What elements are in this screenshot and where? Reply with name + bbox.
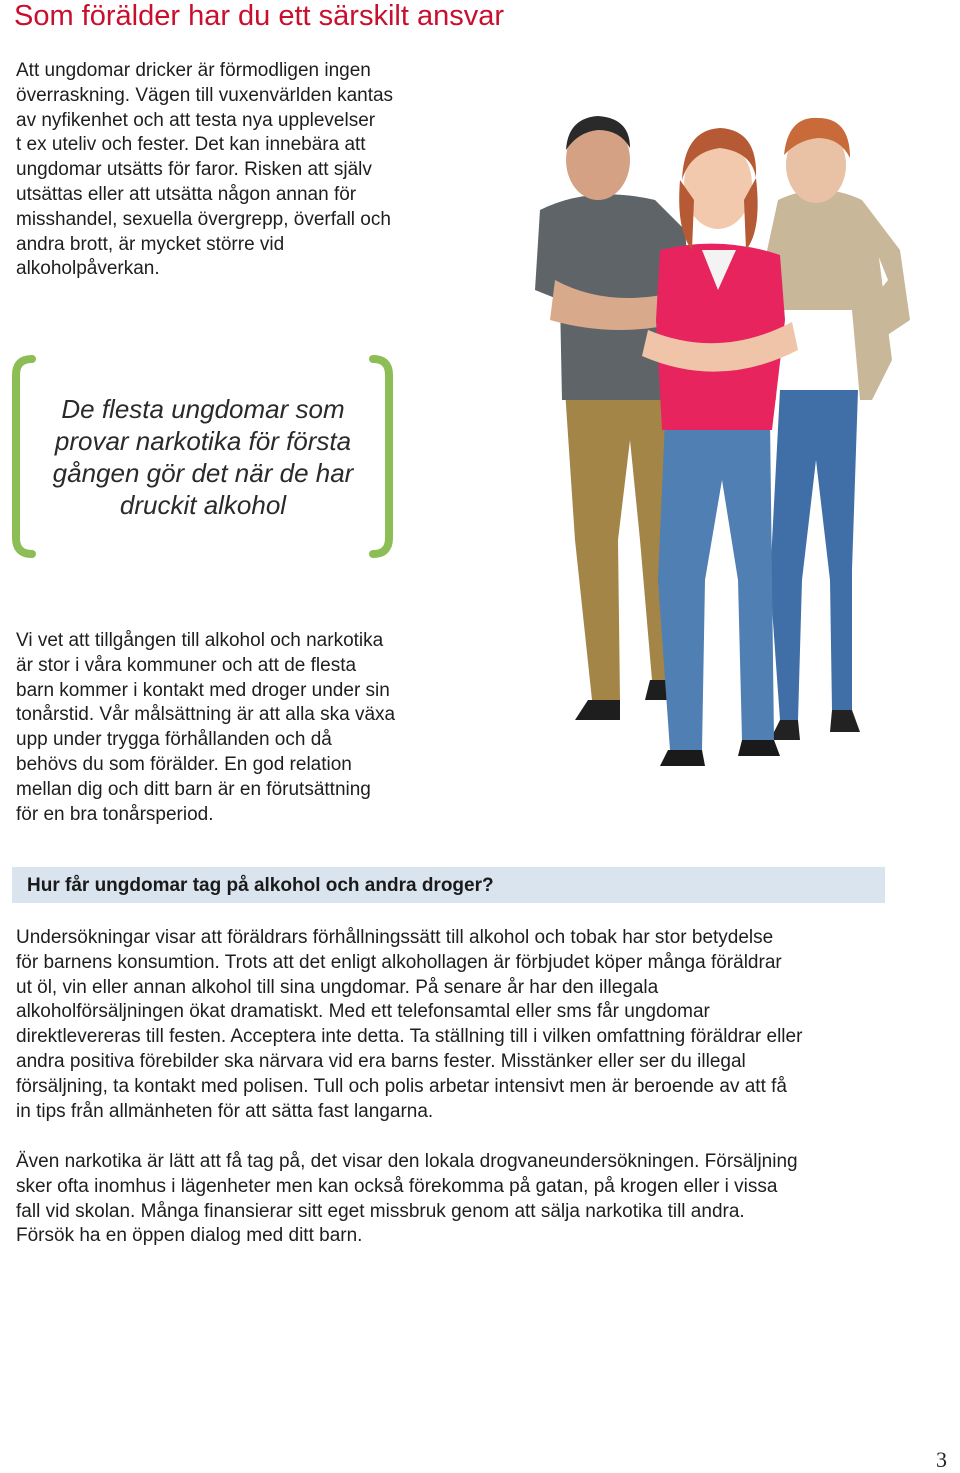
quote-line: provar narkotika för första xyxy=(54,426,352,456)
paragraph-purchase xyxy=(16,926,936,1124)
page-number: 3 xyxy=(936,1447,947,1472)
mother-figure xyxy=(762,118,910,740)
body-line: tonårstid. Vår målsättning är att alla ska växa xyxy=(16,704,396,726)
paragraph-line: in tips från allmänheten för att sätta fast langarna. xyxy=(16,1100,434,1122)
intro-line: andra brott, är mycket större vid xyxy=(16,233,285,255)
paragraph-line: andra positiva förebilder ska närvara vid era barns fester. Misstänker eller ser du illegal xyxy=(16,1050,746,1072)
page-title: Som förälder har du ett särskilt ansvar xyxy=(14,0,504,32)
paragraph-line: sker ofta inomhus i lägenheter men kan också förekomma på gatan, på krogen eller i vissa xyxy=(16,1175,778,1197)
intro-line: av nyfikenhet och att testa nya upplevelser xyxy=(16,109,376,131)
intro-line: överraskning. Vägen till vuxenvärlden kantas xyxy=(16,84,394,106)
paragraph-line: Undersökningar visar att föräldrars förhållningssätt till alkohol och tobak har stor betydelse xyxy=(16,927,774,948)
paragraph-narcotics xyxy=(16,1150,936,1249)
paragraph-line: försäljning, ta kontakt med polisen. Tull och polis arbetar intensivt men är beroende av att få xyxy=(16,1075,787,1097)
paragraph-line: ut öl, vin eller annan alkohol till sina ungdomar. På senare år har den illegala xyxy=(16,976,659,998)
right-bracket xyxy=(373,359,389,554)
quote-line: gången gör det när de har xyxy=(52,458,354,488)
body-line: upp under trygga förhållanden och då xyxy=(16,729,332,751)
family-photo xyxy=(480,60,960,780)
intro-line: ungdomar utsätts för faror. Risken att själv xyxy=(16,159,372,181)
paragraph-line: alkoholförsäljningen ökat dramatiskt. Med ett telefonsamtal eller sms får ungdomar xyxy=(16,1001,710,1023)
intro-line: alkoholpåverkan. xyxy=(16,258,160,280)
intro-line: utsättas eller att utsätta någon annan för xyxy=(16,183,357,205)
body-line: är stor i våra kommuner och att de flesta xyxy=(16,654,357,676)
body-line: för en bra tonårsperiod. xyxy=(16,803,214,825)
paragraph-line: Även narkotika är lätt att få tag på, det visar den lokala drogvaneundersökningen. Försäljning xyxy=(16,1151,798,1172)
left-bracket xyxy=(16,359,32,554)
section-heading-band xyxy=(12,867,885,903)
intro-paragraph xyxy=(16,59,476,282)
section-heading: Hur får ungdomar tag på alkohol och andra droger? xyxy=(27,875,494,896)
body-paragraph xyxy=(16,629,476,827)
body-line: behövs du som förälder. En god relation xyxy=(16,753,352,775)
quote-text xyxy=(38,393,368,521)
paragraph-line: för barnens konsumtion. Trots att det enligt alkohollagen är förbjudet köper många föräldrar xyxy=(16,951,782,973)
quote-line: druckit alkohol xyxy=(119,490,287,520)
paragraph-line: Försök ha en öppen dialog med ditt barn. xyxy=(16,1225,363,1247)
paragraph-line: direktlevereras till festen. Acceptera inte detta. Ta ställning till i vilken omfattning föräldrar eller xyxy=(16,1026,803,1048)
intro-line: misshandel, sexuella övergrepp, överfall och xyxy=(16,208,391,230)
body-line: Vi vet att tillgången till alkohol och narkotika xyxy=(16,630,384,651)
body-line: mellan dig och ditt barn är en förutsättning xyxy=(16,778,371,800)
quote-line: De flesta ungdomar som xyxy=(61,394,345,424)
body-line: barn kommer i kontakt med droger under sin xyxy=(16,679,390,701)
pull-quote xyxy=(10,355,395,558)
intro-line: t ex uteliv och fester. Det kan innebära att xyxy=(16,134,366,156)
intro-line: Att ungdomar dricker är förmodligen ingen xyxy=(16,60,371,81)
paragraph-line: fall vid skolan. Många finansierar sitt eget missbruk genom att sälja narkotika till andra. xyxy=(16,1200,745,1222)
